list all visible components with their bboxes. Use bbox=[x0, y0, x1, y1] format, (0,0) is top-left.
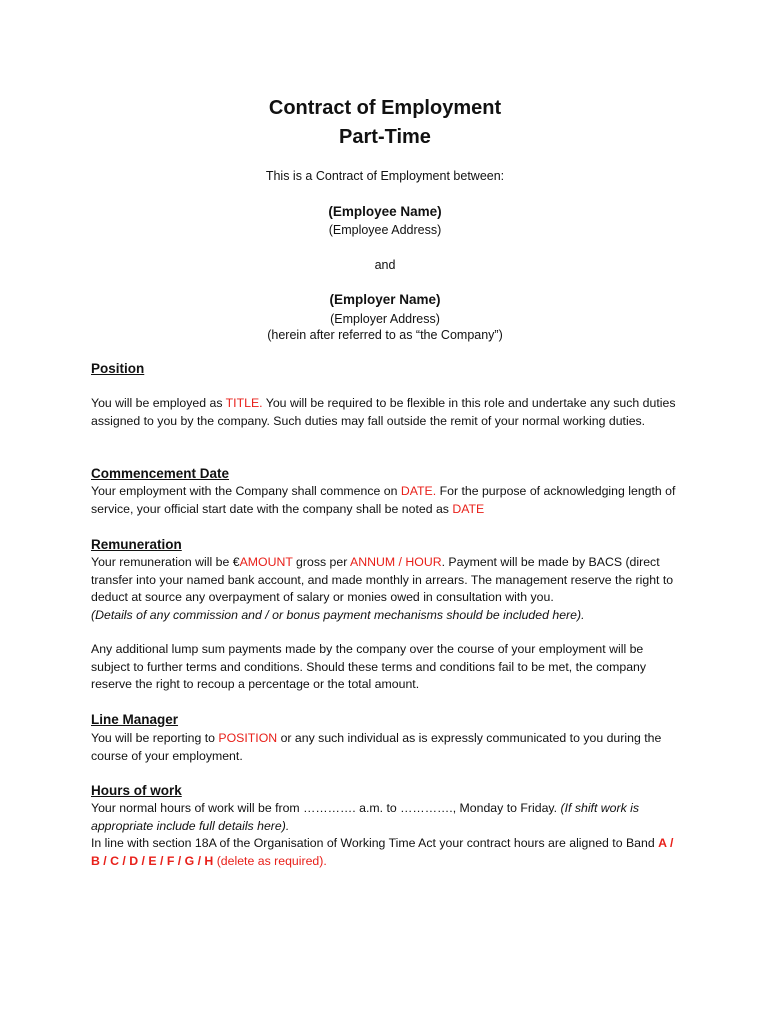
title-placeholder: TITLE. bbox=[225, 396, 263, 410]
remuneration-paragraph bbox=[91, 554, 683, 624]
position-placeholder: POSITION bbox=[218, 731, 278, 745]
and-text: and bbox=[374, 258, 396, 272]
commencement-text-a: Your employment with the Company shall commence on bbox=[91, 484, 401, 498]
commencement-paragraph bbox=[91, 483, 683, 518]
employer-address: (Employer Address) bbox=[330, 312, 440, 326]
hours-text-band: In line with section 18A of the Organisation of Working Time Act your contract hours are aligned to Band bbox=[91, 836, 659, 850]
line-manager-paragraph bbox=[91, 730, 683, 765]
remuneration-text-c: . Payment will be made by BACS (direct transfer into your named bank account, and made monthly in arrears. The management reserve the right to deduct at source any overpayment of salary or monies owed in consultation with you. bbox=[91, 555, 674, 604]
amount-placeholder: AMOUNT bbox=[239, 555, 293, 569]
section-heading-position: Position bbox=[91, 361, 145, 376]
section-heading-line-manager: Line Manager bbox=[91, 712, 179, 727]
position-text-a: You will be employed as bbox=[91, 396, 226, 410]
hours-paragraph bbox=[91, 800, 683, 870]
line-manager-text-a: You will be reporting to bbox=[91, 731, 219, 745]
line-manager-text-b: or any such individual as is expressly communicated to you during the course of your employment. bbox=[91, 731, 662, 763]
document-subtitle: Part-Time bbox=[339, 126, 431, 148]
band-options: A / B / C / D / E / F / G / H bbox=[91, 836, 674, 868]
employer-name: (Employer Name) bbox=[329, 292, 441, 307]
section-heading-hours: Hours of work bbox=[91, 783, 182, 798]
period-placeholder: ANNUM / HOUR bbox=[350, 555, 442, 569]
position-text-b: You will be required to be flexible in this role and undertake any such duties assigned to you by the company. Such duties may fall outside the remit of your normal working duties. bbox=[91, 396, 676, 428]
intro-text: This is a Contract of Employment between: bbox=[265, 169, 505, 183]
section-heading-remuneration: Remuneration bbox=[91, 537, 182, 552]
section-heading-commencement: Commencement Date bbox=[91, 466, 230, 481]
document-title: Contract of Employment bbox=[268, 97, 502, 119]
position-paragraph bbox=[91, 395, 683, 430]
lump-sum-paragraph: Any additional lump sum payments made by the company over the course of your employment will be subject to further terms and conditions. Should these terms and conditions fail to be met, the company reserve the right to recoup a percentage or the total amount. bbox=[91, 642, 647, 691]
hours-text-a: Your normal hours of work will be from …………. a.m. to …………., Monday to Friday. bbox=[91, 801, 561, 815]
band-delete-note: (delete as required). bbox=[213, 853, 327, 868]
remuneration-text-b: gross per bbox=[292, 555, 351, 569]
commencement-text-b: For the purpose of acknowledging length of service, your official start date with the company shall be noted as bbox=[91, 484, 676, 516]
remuneration-text-a: Your remuneration will be € bbox=[91, 555, 240, 569]
date-placeholder: DATE. bbox=[400, 484, 437, 498]
hours-shift-note: (If shift work is appropriate include full details here). bbox=[91, 801, 640, 833]
herein-text: (herein after referred to as “the Company”) bbox=[267, 328, 503, 342]
date-placeholder-2: DATE bbox=[452, 501, 485, 516]
employee-address: (Employee Address) bbox=[328, 223, 442, 237]
remuneration-note: (Details of any commission and / or bonus payment mechanisms should be included here). bbox=[91, 607, 585, 622]
employee-name: (Employee Name) bbox=[328, 204, 442, 219]
